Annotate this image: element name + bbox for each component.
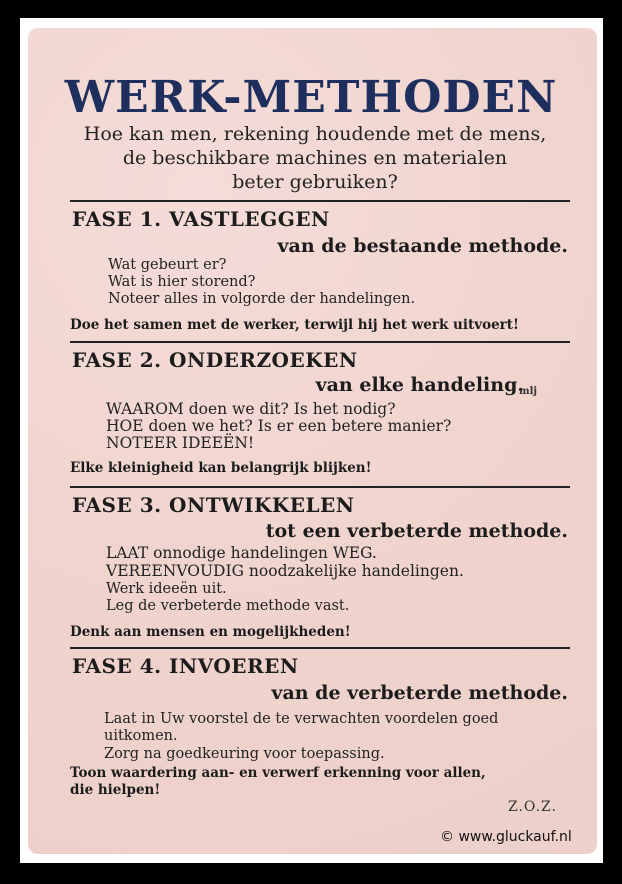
phase-3-line-3: Werk ideeën uit. <box>106 581 227 597</box>
divider-rule <box>70 200 570 202</box>
divider-rule <box>70 341 570 343</box>
phase-4-note-line-1: Toon waardering aan- en verwerf erkenning voor allen, <box>70 765 486 781</box>
phase-3-line-4: Leg de verbeterde methode vast. <box>106 598 350 614</box>
phase-1-subheading: van de bestaande methode. <box>277 235 568 257</box>
phase-4-subheading: van de verbeterde methode. <box>271 682 568 704</box>
phase-4-line-1: Laat in Uw voorstel de te verwachten voordelen goed <box>104 711 499 727</box>
phase-4-line-3: Zorg na goedkeuring voor toepassing. <box>104 746 385 762</box>
website-credit: © www.gluckauf.nl <box>440 829 572 845</box>
phase-1-line-3: Noteer alles in volgorde der handelingen. <box>108 291 416 307</box>
phase-3-subheading: tot een verbeterde methode. <box>265 520 568 542</box>
card-title: WERK-METHODEN <box>64 72 558 123</box>
phase-3-heading: FASE 3. ONTWIKKELEN <box>72 493 355 517</box>
divider-rule <box>70 647 570 649</box>
turn-over-mark: Z.O.Z. <box>508 799 557 815</box>
phase-1-heading: FASE 1. VASTLEGGEN <box>72 207 330 231</box>
phase-1-line-2: Wat is hier storend? <box>108 274 256 290</box>
phase-2-subheading: van elke handeling. <box>315 374 524 396</box>
phase-3-line-2: VEREENVOUDIG noodzakelijke handelingen. <box>106 562 464 580</box>
subtitle-line-1: Hoe kan men, rekening houdende met de mens, <box>83 123 547 145</box>
phase-2-line-3: NOTEER IDEEËN! <box>106 434 255 452</box>
phase-3-line-1: LAAT onnodige handelingen WEG. <box>106 544 377 562</box>
phase-2-heading: FASE 2. ONDERZOEKEN <box>72 348 358 372</box>
phase-1-note: Doe het samen met de werker, terwijl hij het werk uitvoert! <box>70 317 519 333</box>
phase-4-note-line-2: die hielpen! <box>70 782 161 798</box>
divider-rule <box>70 486 570 488</box>
subtitle-line-2: de beschikbare machines en materialen <box>122 147 508 169</box>
phase-2-line-1: WAAROM doen we dit? Is het nodig? <box>106 400 396 418</box>
phase-4-line-2: uitkomen. <box>104 728 178 744</box>
phase-4-heading: FASE 4. INVOEREN <box>72 654 299 678</box>
initials-mark: mlj <box>519 386 537 397</box>
subtitle-line-3: beter gebruiken? <box>232 171 398 193</box>
phase-2-note: Elke kleinigheid kan belangrijk blijken! <box>70 460 372 476</box>
phase-3-note: Denk aan mensen en mogelijkheden! <box>70 624 351 640</box>
phase-1-line-1: Wat gebeurt er? <box>108 257 227 273</box>
phase-2-line-2: HOE doen we het? Is er een betere manier? <box>106 417 452 435</box>
